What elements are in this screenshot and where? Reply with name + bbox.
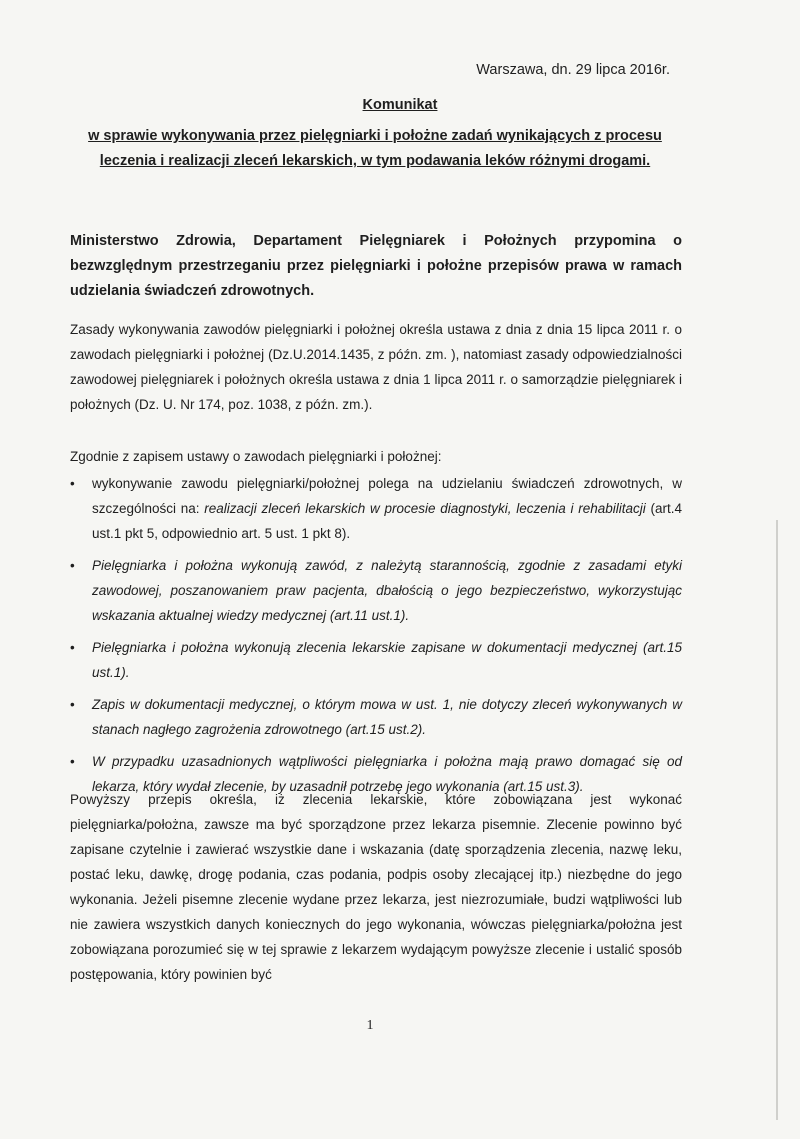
list-item bbox=[70, 635, 682, 685]
paragraph-legal-basis: Zasady wykonywania zawodów pielęgniarki i położnej określa ustawa z dnia z dnia 15 lipca 2011 r. o zawodach pielęgniarki i położnej (Dz.U.2014.1435, z późn. zm. ), natomiast zasady odpowiedzialności zawodowej pielęgniarek i położnych określa ustawa z dnia 1 lipca 2011 r. o samorządzie pielęgniarek i położnych (Dz. U. Nr 174, poz. 1038, z późn. zm.). bbox=[70, 322, 682, 412]
bullet-marker: • bbox=[70, 697, 75, 712]
list-item-text: wykonywanie zawodu pielęgniarki/położnej polega na udzielaniu świadczeń zdrowotnych, w szczególności na: bbox=[92, 476, 682, 516]
list-item-italic-text: W przypadku uzasadnionych wątpliwości pielęgniarka i położna mają prawo domagać się od lekarza, który wydał zlecenie, by uzasadnił potrzebę jego wykonania (art.15 ust.3). bbox=[92, 754, 682, 794]
document-subtitle: w sprawie wykonywania przez pielęgniarki i położne zadań wynikających z procesu leczenia i realizacji zleceń lekarskich, w tym podawania leków różnymi drogami. bbox=[88, 128, 662, 169]
bullet-marker: • bbox=[70, 558, 75, 573]
paragraph-list-intro: Zgodnie z zapisem ustawy o zawodach pielęgniarki i położnej: bbox=[70, 449, 442, 464]
bullet-marker: • bbox=[70, 640, 75, 655]
lead-paragraph: Ministerstwo Zdrowia, Departament Pielęgniarek i Położnych przypomina o bezwzględnym przestrzeganiu przez pielęgniarki i położne przepisów prawa w ramach udzielania świadczeń zdrowotnych. bbox=[70, 233, 682, 299]
list-item bbox=[70, 553, 682, 628]
list-item-italic-text: Pielęgniarka i położna wykonują zlecenia lekarskie zapisane w dokumentacji medycznej (art.15 ust.1). bbox=[92, 640, 682, 680]
scan-edge-line bbox=[776, 520, 778, 1120]
list-item bbox=[70, 471, 682, 546]
bullet-list bbox=[70, 471, 682, 806]
document-date: Warszawa, dn. 29 lipca 2016r. bbox=[476, 62, 670, 78]
bullet-marker: • bbox=[70, 476, 75, 491]
list-item-italic-text: Zapis w dokumentacji medycznej, o którym mowa w ust. 1, nie dotyczy zleceń wykonywanych w stanach nagłego zagrożenia zdrowotnego (art.15 ust.2). bbox=[92, 697, 682, 737]
document-title: Komunikat bbox=[362, 97, 438, 113]
bullet-marker: • bbox=[70, 754, 75, 769]
list-item bbox=[70, 692, 682, 742]
paragraph-orders-explanation: Powyższy przepis określa, iż zlecenia lekarskie, które zobowiązana jest wykonać pielęgniarka/położna, zawsze ma być sporządzone przez lekarza pisemnie. Zlecenie powinno być zapisane czytelnie i zawierać wszystkie dane i wskazania (datę sporządzenia zlecenia, nazwę leku, postać leku, dawkę, drogę podania, czas podania, podpis osoby zlecającej itp.) niezbędne do jego wykonania. Jeżeli pisemne zlecenie wydane przez lekarza, jest niezrozumiałe, budzi wątpliwości lub nie zawiera wszystkich danych koniecznych do jego wykonania, wówczas pielęgniarka/położna jest zobowiązana porozumieć się w tej sprawie z lekarzem wydającym powyższe zlecenie i ustalić sposób postępowania, który powinien być bbox=[70, 792, 682, 982]
list-item-italic-text: Pielęgniarka i położna wykonują zawód, z należytą starannością, zgodnie z zasadami etyki zawodowej, poszanowaniem praw pacjenta, dbałością o jego bezpieczeństwo, wykorzystując wskazania aktualnej wiedzy medycznej (art.11 ust.1). bbox=[92, 558, 682, 623]
page-number: 1 bbox=[366, 1018, 374, 1033]
list-item-citation: (art.4 ust.1 pkt 5, odpowiednio art. 5 ust. 1 pkt 8). bbox=[92, 501, 682, 541]
list-item-italic-text: realizacji zleceń lekarskich w procesie diagnostyki, leczenia i rehabilitacji bbox=[204, 501, 646, 516]
